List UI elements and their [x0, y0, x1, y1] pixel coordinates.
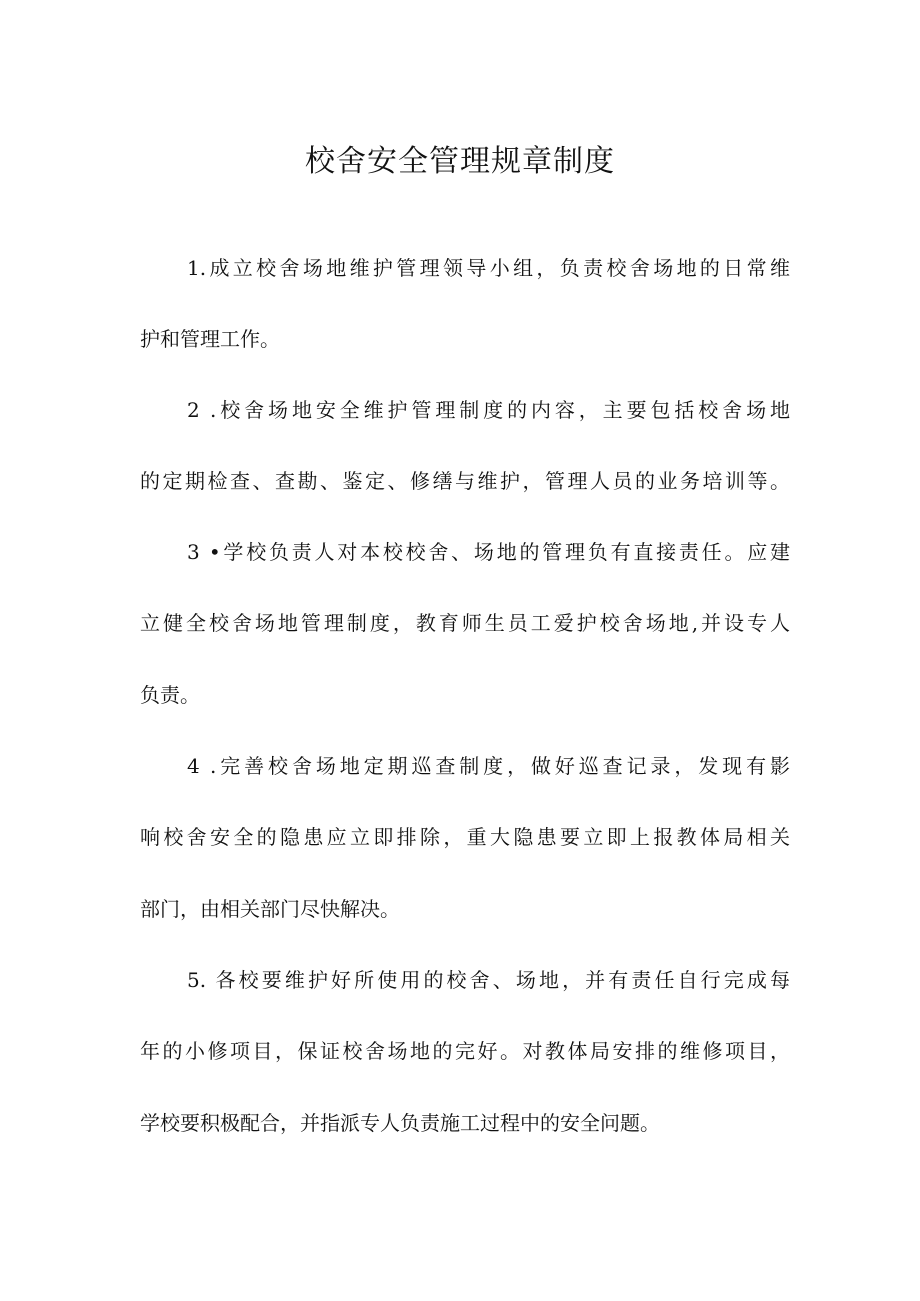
- paragraph-5-line-3: 学校要积极配合，并指派专人负责施工过程中的安全问题。: [140, 1111, 660, 1135]
- page-title: 校舍安全管理规章制度: [305, 144, 615, 179]
- paragraph-1-line-2: 护和管理工作。: [140, 327, 280, 351]
- paragraph-2-line-2: 的定期检查、查勘、鉴定、修缮与维护，管理人员的业务培训等。: [140, 469, 790, 493]
- paragraph-5-line-2: 年的小修项目，保证校舍场地的完好。对教体局安排的维修项目，: [140, 1039, 790, 1063]
- paragraph-2-line-1: 2 .校舍场地安全维护管理制度的内容，主要包括校舍场地: [187, 398, 790, 422]
- paragraph-3-line-3: 负责。: [140, 683, 200, 707]
- paragraph-4-line-2: 响校舍安全的隐患应立即排除，重大隐患要立即上报教体局相关: [140, 825, 790, 849]
- paragraph-4-line-1: 4 .完善校舍场地定期巡查制度，做好巡查记录，发现有影: [187, 754, 790, 778]
- paragraph-5-line-1: 5. 各校要维护好所使用的校舍、场地，并有责任自行完成每: [187, 968, 790, 992]
- paragraph-3-line-1: 3 •学校负责人对本校校舍、场地的管理负有直接责任。应建: [187, 540, 790, 564]
- paragraph-3-line-2: 立健全校舍场地管理制度，教育师生员工爱护校舍场地,并设专人: [140, 611, 790, 635]
- paragraph-1-line-1: 1.成立校舍场地维护管理领导小组，负责校舍场地的日常维: [187, 256, 790, 280]
- paragraph-4-line-3: 部门，由相关部门尽快解决。: [140, 897, 400, 921]
